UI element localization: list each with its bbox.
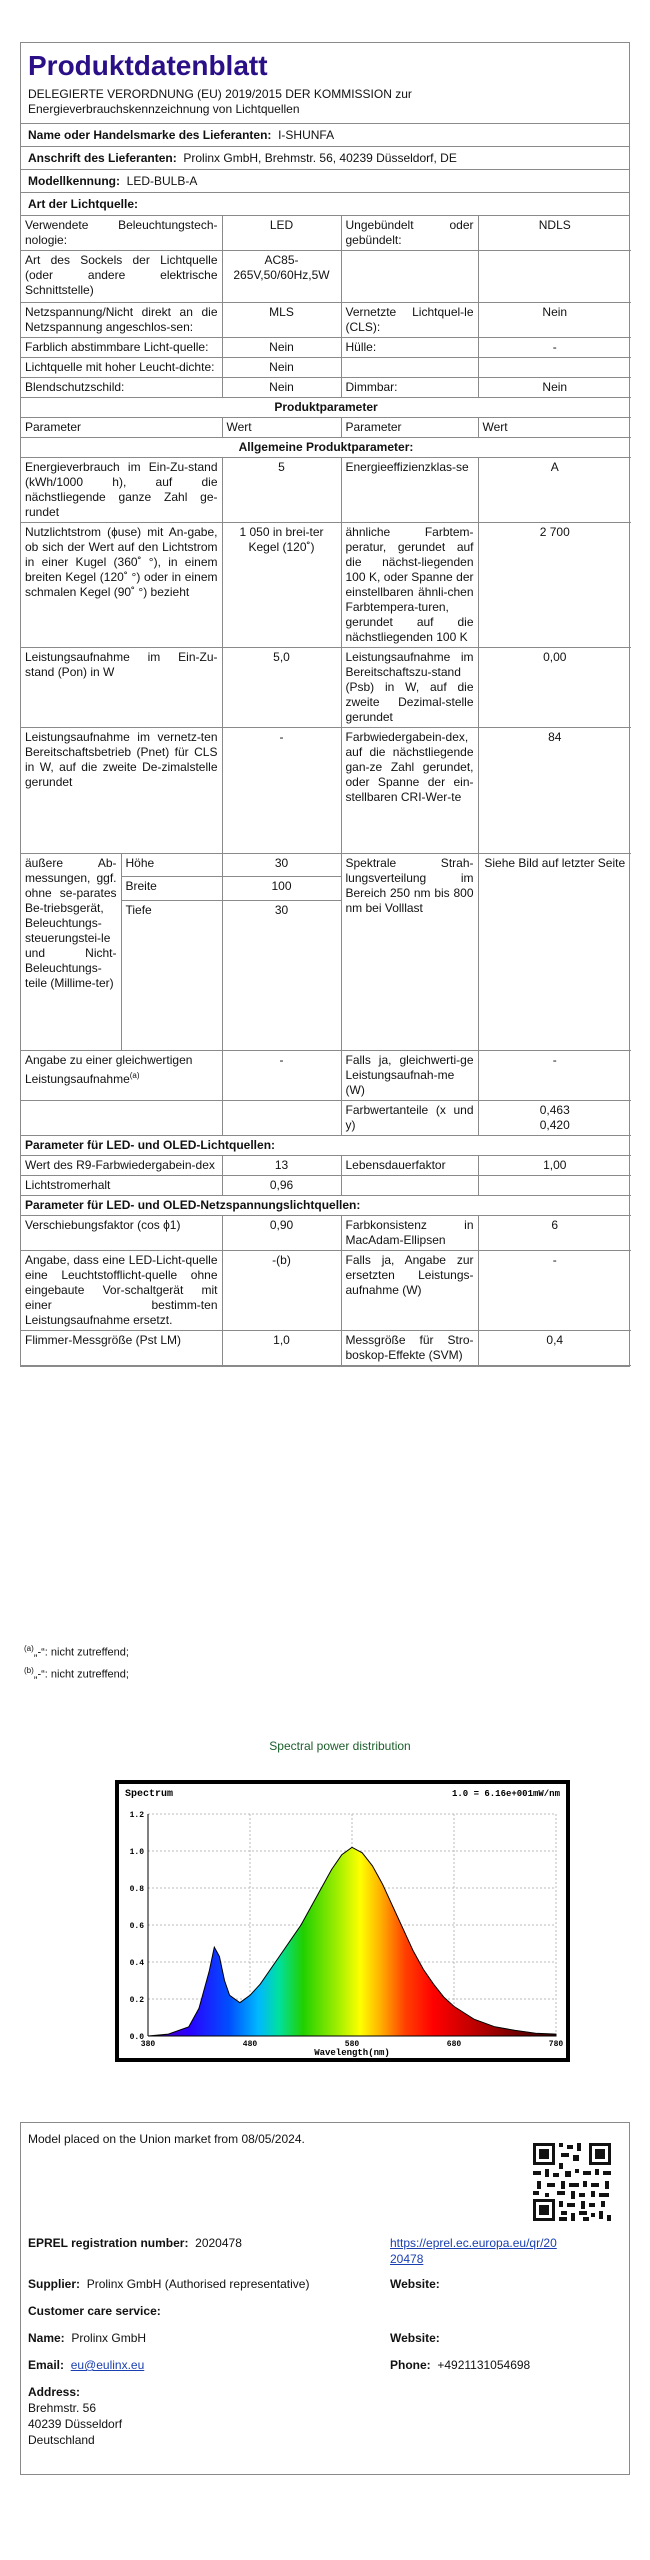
footnotes: [24, 1640, 129, 1683]
type-row: [21, 216, 631, 251]
regulation-line-2: Energieverbrauchskennzeichnung von Lichtquellen: [28, 102, 300, 116]
dimension-value: 30: [274, 902, 289, 917]
param-row: [21, 523, 631, 648]
type-value: Nein: [478, 378, 631, 398]
type-label: Netzspannung/Nicht direkt an die Netzspannung angeschlos-sen:: [21, 303, 222, 338]
param-label: Leistungsaufnahme im vernetz-ten Bereitschaftsbetrieb (Pnet) für CLS in W, auf die zweite De-zimalstelle gerundet: [21, 728, 222, 854]
param-value: 1,0: [222, 1331, 341, 1366]
model-label: Modellkennung:: [28, 174, 120, 188]
param-row: [21, 458, 631, 523]
page-title: Produktdatenblatt: [28, 50, 268, 81]
param-value: 2 700: [478, 523, 631, 648]
param-value: 0,4: [478, 1331, 631, 1366]
column-header: Wert: [222, 418, 341, 438]
param-row: [21, 648, 631, 728]
type-label: Art des Sockels der Lichtquelle (oder andere elektrische Schnittstelle): [21, 251, 222, 303]
section-title: Produktparameter: [21, 398, 631, 418]
type-label: Farblich abstimmbare Licht-quelle:: [21, 338, 222, 358]
type-label: Ungebündelt oder gebündelt:: [341, 216, 478, 251]
param-label: Angabe, dass eine LED-Licht-quelle eine Leuchtstofflicht-quelle ohne eingebaute Vor-schaltgerät mit einer bestimm-ten Leistungsaufnahme ersetzt.: [21, 1251, 222, 1331]
param-row: [21, 728, 631, 854]
type-row: [21, 303, 631, 338]
param-value: 0,90: [222, 1216, 341, 1251]
param-value: 5,0: [222, 648, 341, 728]
market-date-text: Model placed on the Union market from 08/05/2024.: [28, 2132, 305, 2146]
mains-section-title: Parameter für LED- und OLED-Netzspannungslichtquellen:: [21, 1196, 631, 1216]
dimension-name: Tiefe: [121, 900, 222, 1050]
param-value: -: [222, 728, 341, 854]
supplier-name-value: I-SHUNFA: [278, 128, 335, 142]
x-tick-label: 580: [344, 2040, 360, 2049]
flux-maintenance-label: Lichtstromerhalt: [21, 1176, 222, 1196]
spectral-value: Siehe Bild auf letzter Seite: [478, 854, 631, 1051]
type-value: AC85-265V,50/60Hz,5W: [222, 251, 341, 303]
website-label: Website:: [390, 2277, 440, 2291]
equivalent-power-label: Falls ja, gleichwerti-ge Leistungsaufnah-me (W): [341, 1051, 478, 1101]
type-row: [21, 251, 631, 303]
footnote-a: $^{(a)}$„-“: nicht zutreffend;: [24, 1644, 129, 1659]
param-label: ähnliche Farbtem-peratur, gerundet auf die nächst-liegenden 100 K, oder Spanne der einstellbaren ähnli-chen Farbtempera-turen, gerundet auf die nächstliegenden 100 K: [341, 523, 478, 648]
type-label: [341, 358, 478, 378]
column-header: Parameter: [341, 418, 478, 438]
qr-code-icon[interactable]: [531, 2141, 613, 2223]
param-label: Leistungsaufnahme im Bereitschaftszu-stand (Psb) in W, auf die zweite Dezimal-stelle gerundet: [341, 648, 478, 728]
param-label: Falls ja, Angabe zur ersetzten Leistungs-aufnahme (W): [341, 1251, 478, 1331]
eprel-info-box: [20, 2122, 630, 2475]
customer-care-heading: Customer care service:: [28, 2304, 161, 2318]
column-headers: [21, 418, 631, 438]
param-row: [21, 1216, 631, 1251]
eprel-number: 2020478: [195, 2236, 242, 2250]
type-row: [21, 358, 631, 378]
supplier-row: Supplier: Prolinx GmbH (Authorised representative): [28, 2277, 310, 2291]
dimension-name: Breite: [121, 877, 222, 900]
type-value: [478, 358, 631, 378]
equivalent-label: Angabe zu einer gleichwertigen Leistungsaufnahme$^{(a)}$: [21, 1051, 222, 1101]
address-block: Address: Brehmstr. 56 40239 Düsseldorf Deutschland: [28, 2385, 123, 2447]
supplier-address-row: [21, 147, 629, 170]
chromaticity-row: [21, 1101, 631, 1136]
column-header: Parameter: [21, 418, 222, 438]
lifetime-label: Lebensdauerfaktor: [341, 1156, 478, 1176]
column-header: Wert: [478, 418, 631, 438]
led-section-title: Parameter für LED- und OLED-Lichtquellen:: [21, 1136, 631, 1156]
supplier-address-value: Prolinx GmbH, Brehmstr. 56, 40239 Düsseldorf, DE: [183, 151, 457, 165]
type-value: LED: [222, 216, 341, 251]
param-value: -: [478, 1251, 631, 1331]
spectral-chart-svg: [0, 1730, 650, 2090]
dimensions-table: [21, 854, 222, 1050]
scale-note: 1.0 = 6.16e+001mW/nm: [451, 1789, 560, 1799]
param-row: [21, 1251, 631, 1331]
model-row: [21, 170, 629, 193]
param-value: 5: [222, 458, 341, 523]
y-tick-label: 1.0: [129, 1848, 144, 1857]
param-label: Leistungsaufnahme im Ein-Zu-stand (Pon) in W: [21, 648, 222, 728]
param-value: 0,00: [478, 648, 631, 728]
x-tick-label: 480: [242, 2040, 258, 2049]
type-value: Nein: [222, 338, 341, 358]
care-name-row: Name: Prolinx GmbH: [28, 2331, 147, 2345]
chart-title: Spectral power distribution: [269, 1739, 411, 1753]
lifetime-value: 1,00: [478, 1156, 631, 1176]
y-tick-label: 0.6: [129, 1922, 144, 1931]
flux-maintenance-value: 0,96: [222, 1176, 341, 1196]
param-label: Farbwiedergabein-dex, auf die nächstliegende gan-ze Zahl gerundet, oder Spanne der ein-stellbaren CRI-Wer-te: [341, 728, 478, 854]
spectral-label: Spektrale Strah-lungsverteilung im Bereich 250 nm bis 800 nm bei Volllast: [341, 854, 478, 1051]
type-label: Vernetzte Lichtquel-le (CLS):: [341, 303, 478, 338]
param-label: Energieeffizienzklas-se: [341, 458, 478, 523]
y-tick-label: 1.2: [129, 1811, 144, 1820]
supplier-name-row: [21, 124, 629, 147]
type-value: Nein: [222, 378, 341, 398]
y-tick-label: 0.2: [129, 1996, 144, 2005]
param-row: [21, 1331, 631, 1366]
email-row: Email: eu@eulinx.eu: [28, 2358, 145, 2372]
model-value: LED-BULB-A: [126, 174, 198, 188]
type-row: [21, 378, 631, 398]
param-label: Flimmer-Messgröße (Pst LM): [21, 1331, 222, 1366]
inner-label: Spectrum: [125, 1789, 174, 1800]
supplier-address-label: Anschrift des Lieferanten:: [28, 151, 177, 165]
care-website-label: Website:: [390, 2331, 440, 2345]
header: [21, 43, 629, 124]
dimension-value: 100: [223, 877, 341, 900]
dimensions-row: [21, 854, 631, 1051]
equivalent-power-value: -: [478, 1051, 631, 1101]
type-value: Nein: [222, 358, 341, 378]
supplier-name-label: Name oder Handelsmarke des Lieferanten:: [28, 128, 272, 142]
type-row: [21, 338, 631, 358]
product-datasheet: [20, 42, 630, 1367]
chromaticity-label: Farbwertanteile (x und y): [341, 1101, 478, 1136]
r9-label: Wert des R9-Farbwiedergabein-dex: [21, 1156, 222, 1176]
type-label: Blendschutzschild:: [21, 378, 222, 398]
param-value: 84: [478, 728, 631, 854]
type-value: MLS: [222, 303, 341, 338]
chromaticity-value: 0,463 0,420: [478, 1101, 631, 1136]
footnote-b: $^{(b)}$„-“: nicht zutreffend;: [24, 1665, 129, 1681]
dimension-name: Höhe: [121, 854, 222, 877]
spectral-chart: [0, 1730, 650, 2090]
param-value: 1 050 in brei-ter Kegel (120˚): [222, 523, 341, 648]
dimensions-cell: [21, 854, 222, 1051]
param-label: Energieverbrauch im Ein-Zu-stand (kWh/1000 h), auf die nächstliegende ganze Zahl ge-rundet: [21, 458, 222, 523]
type-value: Nein: [478, 303, 631, 338]
type-label: Dimmbar:: [341, 378, 478, 398]
product-parameters-table: [21, 398, 631, 1366]
x-tick-label: 680: [446, 2040, 462, 2049]
eprel-row: EPREL registration number: 2020478: [28, 2236, 242, 2250]
param-row: [21, 1176, 631, 1196]
dimensions-values-cell: [222, 854, 341, 1051]
type-heading: Art der Lichtquelle:: [21, 193, 629, 216]
phone-row: Phone: +4921131054698: [390, 2358, 531, 2372]
y-tick-label: 0.8: [129, 1885, 144, 1894]
param-label: Nutzlichtstrom (ɸuse) mit An-gabe, ob sich der Wert auf den Lichtstrom in einer Kugel (360˚ °), in einem breiten Kegel (120˚ °) oder in einem schmalen Kegel (90˚ °) bezieht: [21, 523, 222, 648]
param-value: 6: [478, 1216, 631, 1251]
type-value: [478, 251, 631, 303]
email-link[interactable]: eu@eulinx.eu: [70, 2358, 145, 2372]
type-label: Lichtquelle mit hoher Leucht-dichte:: [21, 358, 222, 378]
general-section-title: Allgemeine Produktparameter:: [21, 438, 631, 458]
x-tick-label: 780: [548, 2040, 564, 2049]
regulation-line-1: DELEGIERTE VERORDNUNG (EU) 2019/2015 DER KOMMISSION zur: [28, 87, 412, 101]
equivalent-power-row: [21, 1051, 631, 1101]
type-label: [341, 251, 478, 303]
param-value: -(b): [222, 1251, 341, 1331]
dimension-value: 30: [223, 854, 341, 877]
type-value: NDLS: [478, 216, 631, 251]
type-label: Verwendete Beleuchtungstech-nologie:: [21, 216, 222, 251]
type-label: Hülle:: [341, 338, 478, 358]
y-tick-label: 0.4: [129, 1959, 144, 1968]
type-value: -: [478, 338, 631, 358]
light-source-type-table: [21, 216, 631, 398]
y-tick-label: 0.0: [129, 2033, 144, 2042]
x-axis-label: Wavelength(nm): [314, 2048, 390, 2058]
param-label: Messgröße für Stro-boskop-Effekte (SVM): [341, 1331, 478, 1366]
param-label: Farbkonsistenz in MacAdam-Ellipsen: [341, 1216, 478, 1251]
param-row: [21, 1156, 631, 1176]
param-label: Verschiebungsfaktor (cos ϕ1): [21, 1216, 222, 1251]
equivalent-value: -: [222, 1051, 341, 1101]
eprel-link[interactable]: https://eprel.ec.europa.eu/qr/20 20478: [390, 2236, 557, 2266]
dimensions-label: äußere Ab-messungen, ggf. ohne se-parates Be-triebsgerät, Beleuchtungs-steuerungstei-le und Nicht-Beleuchtungs-teile (Millime-ter): [21, 854, 121, 1050]
r9-value: 13: [222, 1156, 341, 1176]
param-value: A: [478, 458, 631, 523]
x-tick-label: 380: [140, 2040, 156, 2049]
